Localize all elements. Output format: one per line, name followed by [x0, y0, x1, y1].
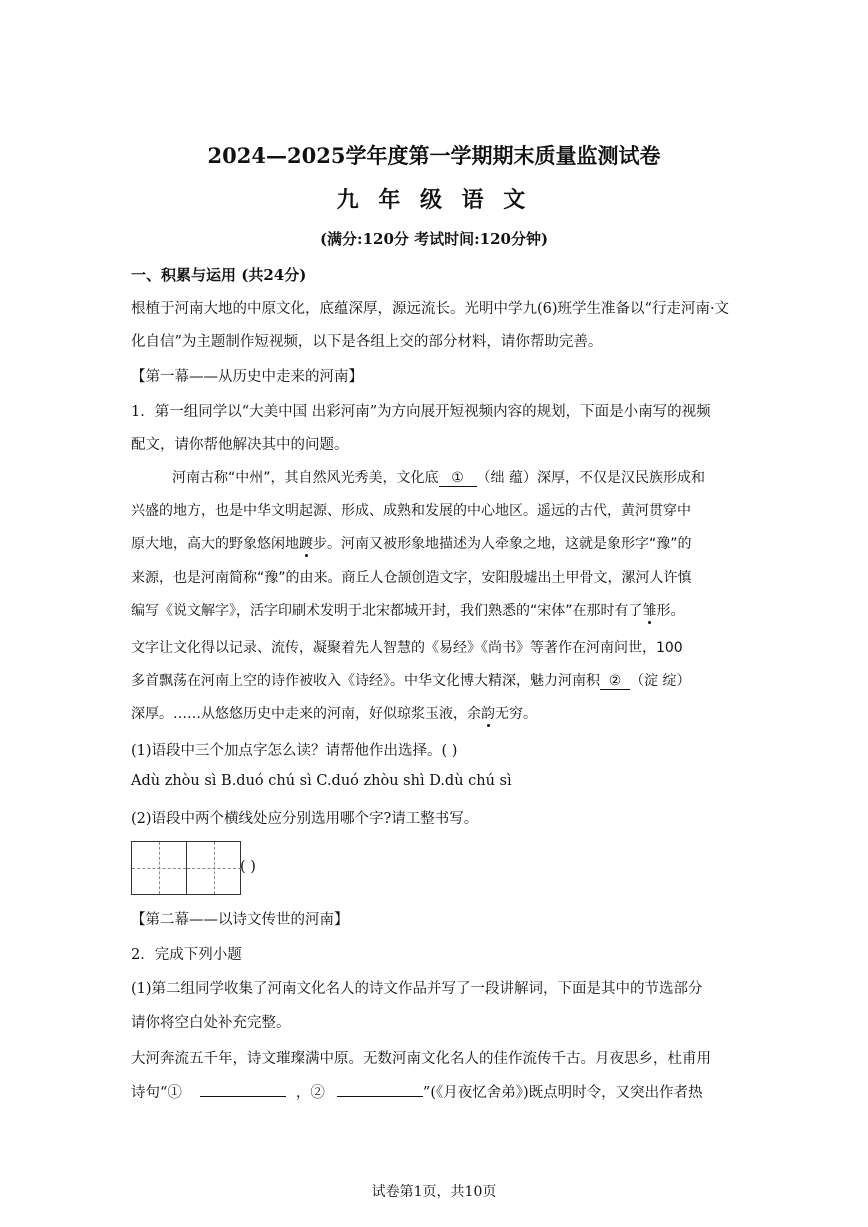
q2-sub1: (1)第二组同学收集了河南文化名人的诗文作品并写了一段讲解词，下面是其中的节选部分 [131, 981, 703, 997]
grid-paren: ( ) [240, 859, 256, 875]
intro-line: 根植于河南大地的中原文化，底蕴深厚，源远流长。光明中学九(6)班学生准备以“行走河南·文 [131, 301, 730, 317]
fill-blank-1[interactable] [200, 1096, 286, 1097]
dotted-char: 踱 [299, 536, 313, 552]
question-2: 2．完成下列小题 [131, 947, 242, 963]
sub-question-1: (1)语段中三个加点字怎么读？请帮他作出选择。( ) [131, 743, 458, 759]
intro-line: 化自信”为主题制作短视频，以下是各组上交的部分材料，请你帮助完善。 [131, 334, 603, 350]
q2-paragraph: 大河奔流五千年，诗文璀璨满中原。无数河南文化名人的佳作流传千古。月夜思乡，杜甫用 [131, 1051, 711, 1067]
question-1: 1．第一组同学以“大美中国 出彩河南”为方向展开短视频内容的规划，下面是小南写的视频 [131, 404, 711, 420]
q2-paragraph-fill: 诗句“① ，② ”(《月夜忆舍弟》)既点明时令，又突出作者热 [131, 1085, 703, 1101]
grid-cell[interactable] [132, 842, 186, 894]
dotted-char: 韵 [481, 706, 495, 722]
blank-1[interactable]: ① [439, 470, 477, 487]
exam-subject: 九 年 级 语 文 [336, 187, 532, 213]
passage-line: 文字让文化得以记录、流传，凝聚着先人智慧的《易经》《尚书》等著作在河南问世，100 [131, 640, 683, 656]
passage-line: 编写《说文解字》，活字印刷术发明于北宋都城开封，我们熟悉的“宋体”在那时有了雏形。 [131, 603, 685, 619]
question-1-cont: 配文，请你帮他解决其中的问题。 [131, 437, 349, 453]
writing-grid[interactable] [131, 841, 241, 895]
passage-line: 原大地，高大的野象悠闲地踱步。河南又被形象地描述为人牵象之地，这就是象形字“豫”的 [131, 536, 692, 552]
page-footer: 试卷第1页，共10页 [371, 1184, 497, 1200]
passage-line: 来源，也是河南简称“豫”的由来。商丘人仓颉创造文字，安阳殷墟出土甲骨文，漯河人许慎 [131, 570, 692, 586]
grid-cell[interactable] [186, 842, 241, 894]
passage-line: 多首飘荡在河南上空的诗作被收入《诗经》。中华文化博大精深，魅力河南积 ② （淀 绽） [131, 673, 691, 689]
scene1-heading: 【第一幕——从历史中走来的河南】 [131, 369, 363, 385]
fill-blank-2[interactable] [337, 1096, 423, 1097]
blank-2[interactable]: ② [600, 673, 630, 690]
section-heading: 一、积累与运用 (共24分) [131, 266, 307, 284]
answer-options[interactable]: Adù zhòu sì B.duó chú sì C.duó zhòu shì D.dù chú sì [131, 773, 512, 789]
sub-question-2: (2)语段中两个横线处应分别选用哪个字?请工整书写。 [131, 811, 479, 827]
exam-meta: (满分:120分 考试时间:120分钟) [319, 230, 549, 248]
scene2-heading: 【第二幕——以诗文传世的河南】 [131, 912, 349, 928]
passage-line: 河南古称“中州”，其自然风光秀美，文化底 ① （绌 蕴）深厚，不仅是汉民族形成和 [172, 470, 705, 486]
passage-line: 兴盛的地方，也是中华文明起源、形成、成熟和发展的中心地区。遥远的古代，黄河贯穿中 [131, 503, 691, 519]
exam-title: 2024—2025学年度第一学期期末质量监测试卷 [207, 143, 661, 168]
q2-sub1-cont: 请你将空白处补充完整。 [131, 1015, 291, 1031]
dotted-char: 雏 [642, 603, 657, 619]
passage-line: 深厚。……从悠悠历史中走来的河南，好似琼浆玉液，余韵无穷。 [131, 706, 537, 722]
